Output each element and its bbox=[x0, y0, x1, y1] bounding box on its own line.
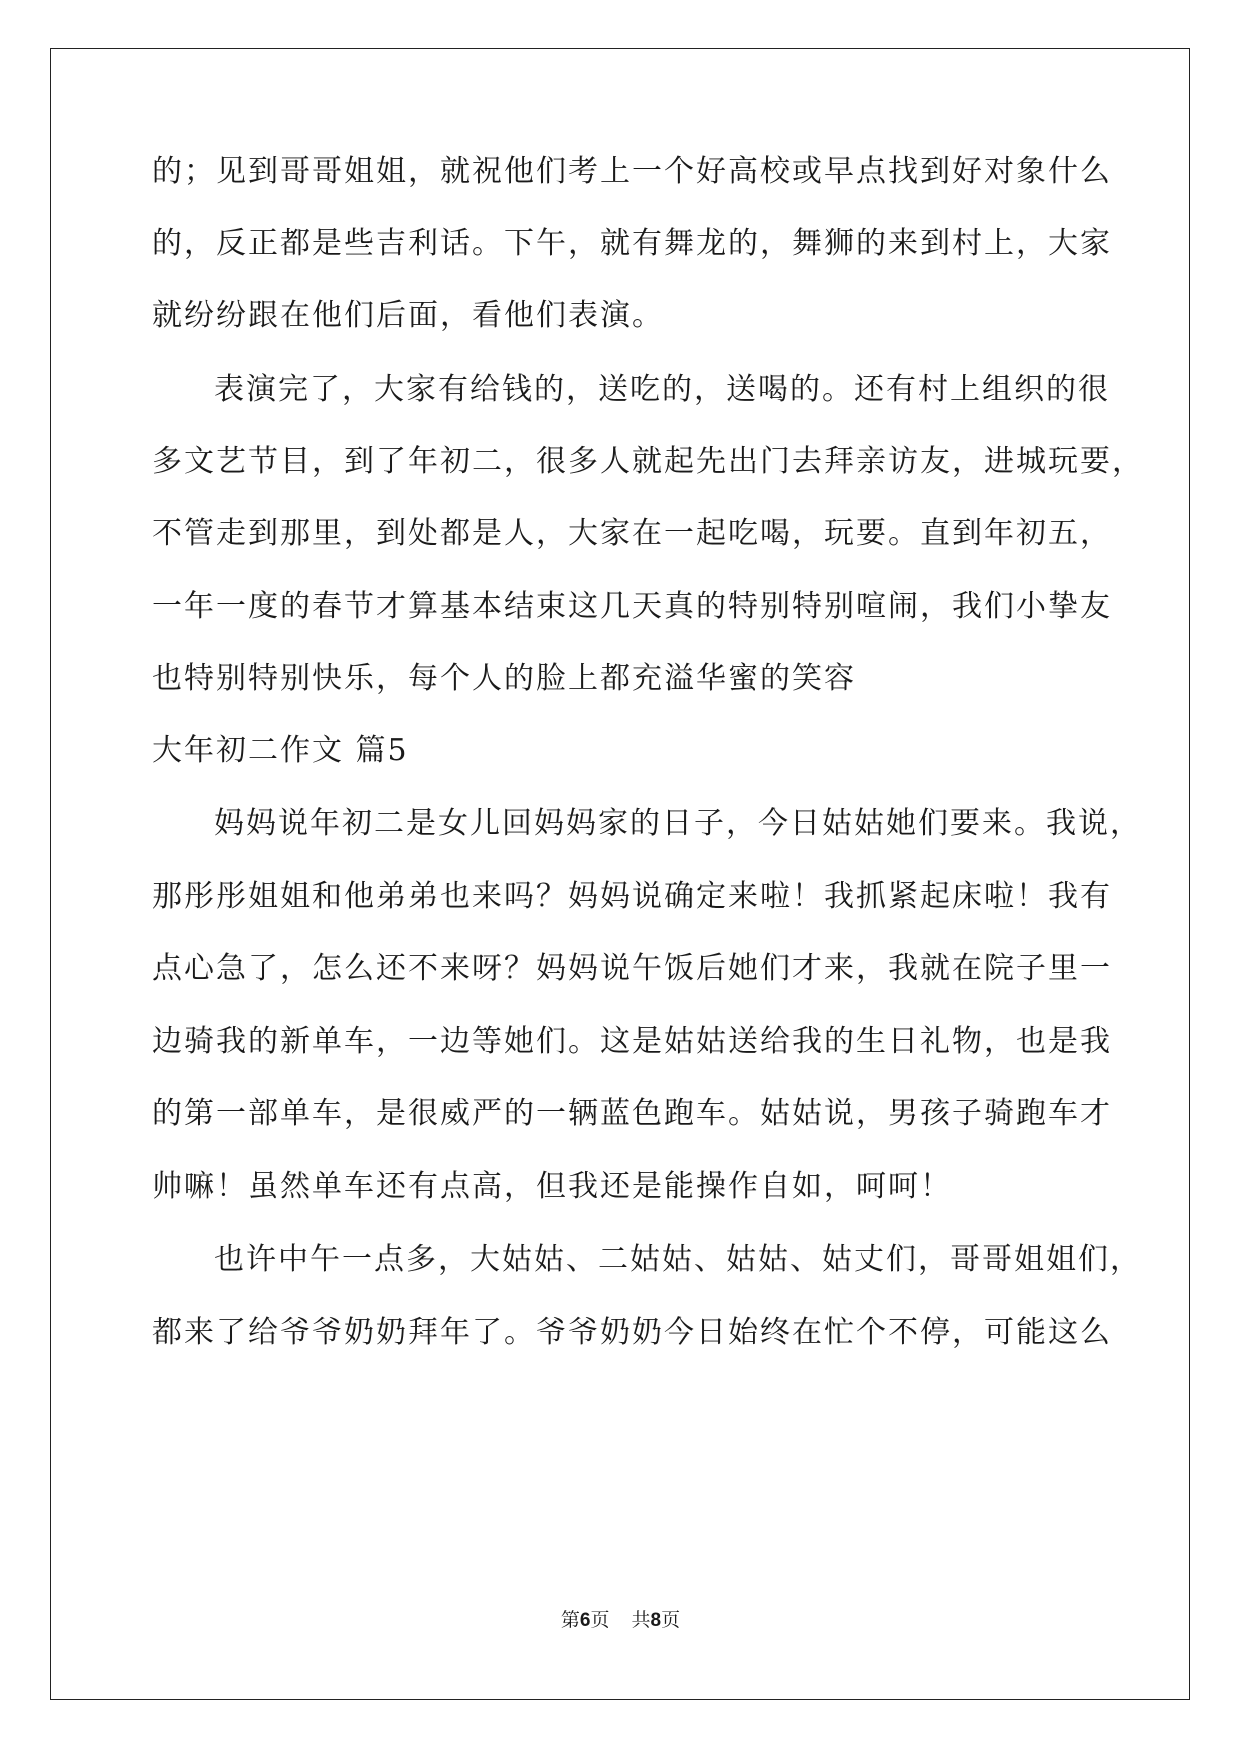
body-text-line: 的第一部单车，是很威严的一辆蓝色跑车。姑姑说，男孩子骑跑车才 bbox=[152, 1096, 1112, 1131]
body-text-line: 不管走到那里，到处都是人，大家在一起吃喝，玩要。直到年初五， bbox=[152, 516, 1112, 551]
body-text-line: 那彤彤姐姐和他弟弟也来吗？妈妈说确定来啦！我抓紧起床啦！我有 bbox=[152, 879, 1112, 914]
body-text-line: 一年一度的春节才算基本结束这几天真的特别特别喧闹，我们小挚友 bbox=[152, 589, 1112, 624]
body-text-line: 也许中午一点多，大姑姑、二姑姑、姑姑、姑丈们，哥哥姐姐们， bbox=[214, 1242, 1142, 1277]
body-text-line: 的；见到哥哥姐姐，就祝他们考上一个好高校或早点找到好对象什么 bbox=[152, 154, 1112, 189]
body-text-line: 表演完了，大家有给钱的，送吃的，送喝的。还有村上组织的很 bbox=[214, 372, 1110, 407]
body-text-line: 点心急了，怎么还不来呀？妈妈说午饭后她们才来，我就在院子里一 bbox=[152, 951, 1112, 986]
total-label-suffix: 页 bbox=[661, 1609, 681, 1631]
total-label-prefix: 共 bbox=[631, 1609, 651, 1631]
body-text-line: 都来了给爷爷奶奶拜年了。爷爷奶奶今日始终在忙个不停，可能这么 bbox=[152, 1315, 1112, 1350]
page-label-suffix: 页 bbox=[590, 1609, 610, 1631]
page-label-prefix: 第 bbox=[560, 1609, 580, 1631]
total-page-count: 8 bbox=[650, 1610, 662, 1631]
body-text-line: 帅嘛！虽然单车还有点高，但我还是能操作自如，呵呵！ bbox=[152, 1169, 952, 1204]
body-text-line: 就纷纷跟在他们后面，看他们表演。 bbox=[152, 298, 664, 333]
current-page-number: 6 bbox=[579, 1610, 591, 1631]
section-heading: 大年初二作文 篇5 bbox=[152, 733, 409, 768]
body-text-line: 多文艺节目，到了年初二，很多人就起先出门去拜亲访友，进城玩要， bbox=[152, 444, 1144, 479]
body-text-line: 妈妈说年初二是女儿回妈妈家的日子，今日姑姑她们要来。我说， bbox=[214, 806, 1142, 841]
body-text-line: 边骑我的新单车，一边等她们。这是姑姑送给我的生日礼物，也是我 bbox=[152, 1024, 1112, 1059]
body-text-line: 也特别特别快乐，每个人的脸上都充溢华蜜的笑容 bbox=[152, 661, 856, 696]
page-footer bbox=[0, 1608, 1241, 1633]
body-text-line: 的，反正都是些吉利话。下午，就有舞龙的，舞狮的来到村上，大家 bbox=[152, 226, 1112, 261]
